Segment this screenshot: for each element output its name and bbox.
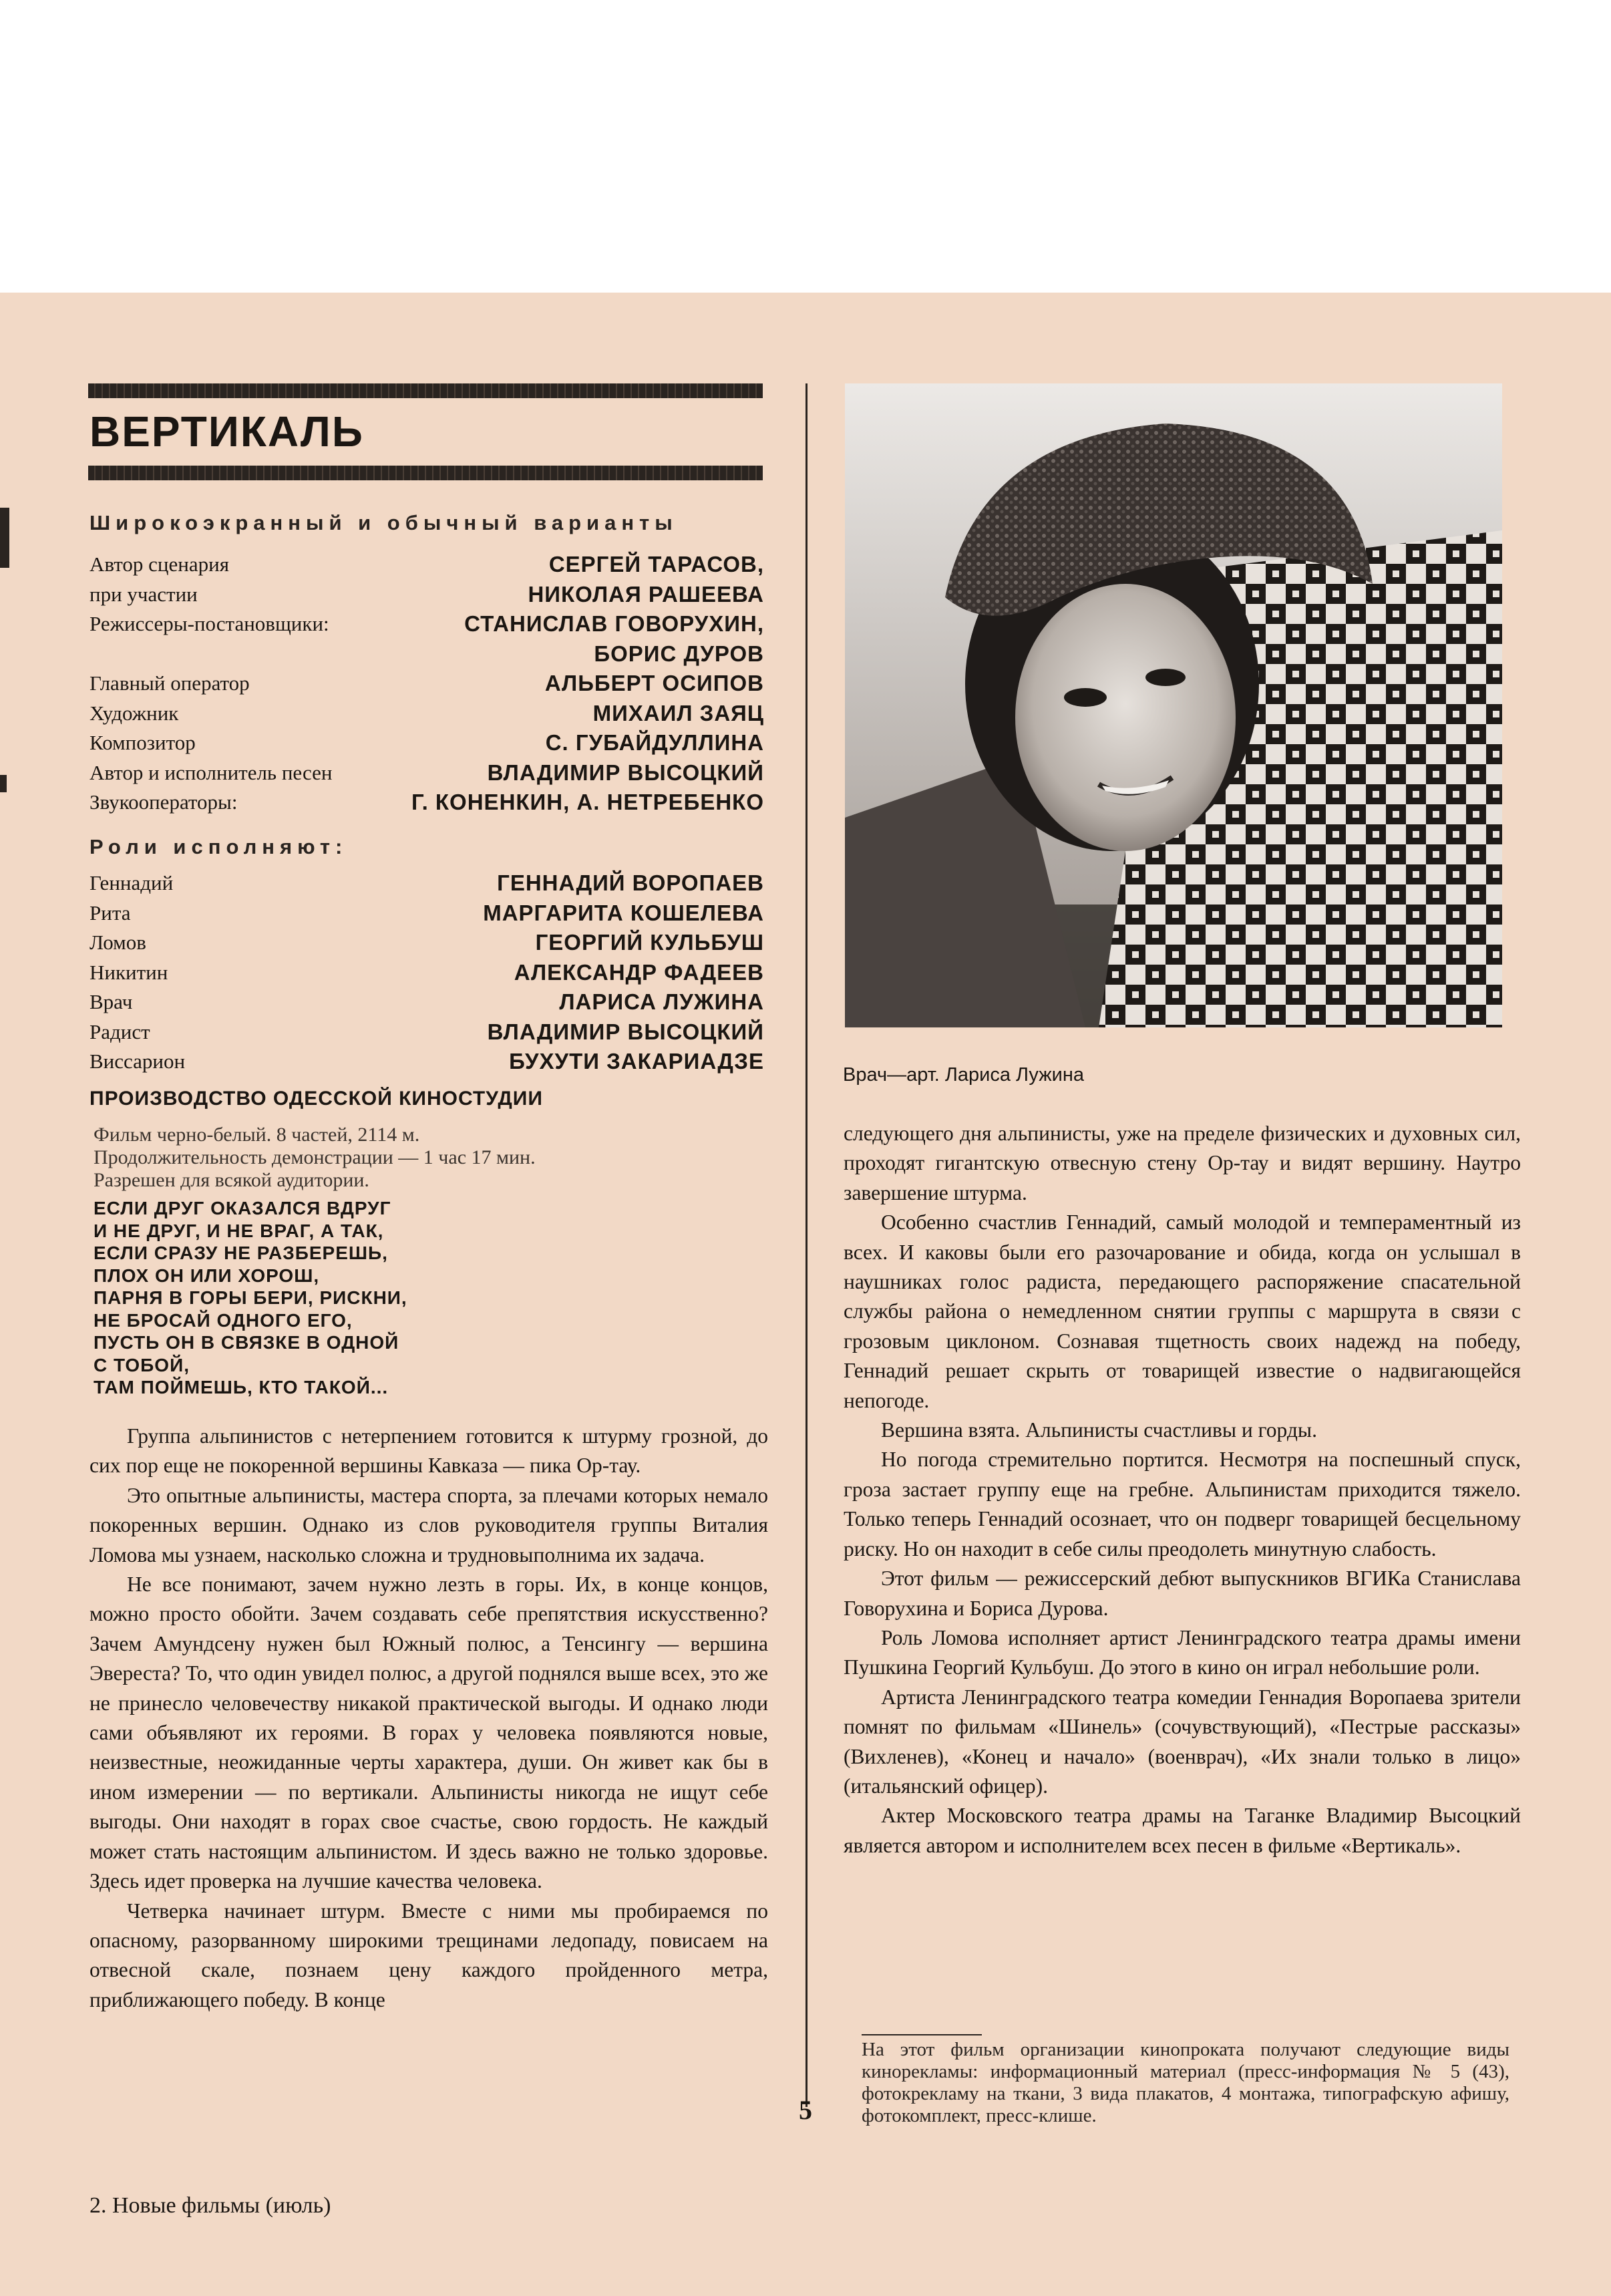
article-body-right	[844, 1119, 1521, 1860]
film-info	[94, 1124, 536, 1192]
cast-role: Рита	[90, 900, 131, 925]
cast-role: Радист	[90, 1019, 150, 1043]
cast-row	[90, 1017, 764, 1047]
cast-name: ГЕННАДИЙ ВОРОПАЕВ	[497, 870, 764, 896]
credits-role: Звукооператоры:	[90, 790, 238, 814]
article-paragraph: Вершина взята. Альпинисты счастливы и горды.	[881, 1418, 1317, 1442]
credits-row	[90, 580, 764, 610]
credits-role: Композитор	[90, 731, 196, 755]
credits-name: БОРИС ДУРОВ	[594, 641, 764, 666]
article-paragraph: Не все понимают, зачем нужно лезть в горы. Их, в конце концов, можно просто обойти. Зачем создавать себе препятствия искусственно? Зачем Амундсену нужен был Южный полюс, а Тенсингу — вершина Эвереста? То, что один увидел полюс, а другой поднялся выше всех, это же не принесло человечеству никакой практической выгоды. И однако люди сами объявляют их героями. В горах у человека появляются новые, неизвестные, неожиданные черты характера, души. Он живет как бы в ином измерении — по вертикали. Альпинисты никогда не ищут себе выгоды. Они находят в горах свое счастье, свою гордость. Не каждый может стать настоящим альпинистом. И здесь важно не только здоровье. Здесь идет проверка на лучшие качества человека.	[90, 1573, 768, 1893]
credits-row	[90, 758, 764, 788]
credits-name: СТАНИСЛАВ ГОВОРУХИН,	[464, 611, 764, 637]
cast-name: АЛЕКСАНДР ФАДЕЕВ	[514, 959, 764, 985]
article-paragraph: Четверка начинает штурм. Вместе с ними мы пробираемся по опасному, разорванному широкими трещинами ледопаду, повисаем на отвесной скале, познаем цену каждого пройденного метра, приближающего победу. В конце	[90, 1899, 768, 2011]
cast-name: МАРГАРИТА КОШЕЛЕВА	[483, 900, 764, 925]
cast-role: Врач	[90, 990, 133, 1014]
credits-list	[90, 550, 764, 818]
article-paragraph: следующего дня альпинисты, уже на пределе физических и духовных сил, проходят гигантскую отвесную стену Ор-тау и видят вершину. Наутро завершение штурма.	[844, 1122, 1521, 1204]
cast-row	[90, 1047, 764, 1077]
footnote: На этот фильм организации кинопроката получают следующие виды кинорекламы: информационный материал (пресс-информация № 5 (43), фотокрекламу на ткани, 3 вида плакатов, 4 монтажа, типографскую афишу, фотокомплект, пресс-клише.	[862, 2039, 1509, 2126]
cast-list	[90, 868, 764, 1077]
article-paragraph: Группа альпинистов с нетерпением готовится к штурму грозной, до сих пор еще не покоренной вершины Кавказа — пика Ор-тау.	[90, 1424, 768, 1478]
credits-row	[90, 788, 764, 818]
article-paragraph: Это опытные альпинисты, мастера спорта, за плечами которых немало покоренных вершин. Однако из слов руководителя группы Виталия Ломова мы узнаем, насколько сложна и трудновыполнима их задача.	[90, 1483, 768, 1567]
article-paragraph: Артиста Ленинградского театра комедии Геннадия Воропаева зрители помнят по фильмам «Шинель» (сочувствующий), «Пестрые рассказы» (Вихленев), «Конец и начало» (военврач), «Их знали только в лицо» (итальянский офицер).	[844, 1685, 1521, 1798]
cast-row	[90, 868, 764, 898]
credits-row	[90, 669, 764, 699]
credits-row	[90, 639, 764, 669]
binding-edge	[0, 508, 9, 568]
cast-name: ГЕОРГИЙ КУЛЬБУШ	[535, 930, 764, 955]
credits-name: СЕРГЕЙ ТАРАСОВ,	[548, 552, 764, 577]
credits-row	[90, 550, 764, 580]
cast-row	[90, 987, 764, 1017]
lyrics-line: ПАРНЯ В ГОРЫ БЕРИ, РИСКНИ,	[94, 1287, 407, 1308]
title-top-rule	[88, 383, 763, 398]
cast-name: ЛАРИСА ЛУЖИНА	[559, 989, 764, 1015]
credits-name: Г. КОНЕНКИН, А. НЕТРЕБЕНКО	[411, 790, 764, 815]
credits-role: Автор сценария	[90, 552, 229, 577]
credits-row	[90, 728, 764, 758]
lyrics-line: ПУСТЬ ОН В СВЯЗКЕ В ОДНОЙ	[94, 1332, 399, 1353]
cast-role: Виссарион	[90, 1049, 186, 1074]
article-body-left	[90, 1422, 768, 2015]
production-studio: ПРОИЗВОДСТВО ОДЕССКОЙ КИНОСТУДИИ	[90, 1088, 543, 1110]
title-bottom-rule	[88, 466, 763, 480]
article-paragraph: Этот фильм — режиссерский дебют выпускников ВГИКа Станислава Говорухина и Бориса Дурова.	[844, 1567, 1521, 1620]
credits-role: при участии	[90, 582, 198, 606]
article-paragraph: Но погода стремительно портится. Несмотря на поспешный спуск, гроза застает группу еще на гребне. Альпинистам приходится тяжело. Только теперь Геннадий осознает, что он подверг товарищей бесцельному риску. Но он находит в себе силы преодолеть минутную слабость.	[844, 1448, 1521, 1561]
film-info-line: Продолжительность демонстрации — 1 час 17 мин.	[94, 1146, 536, 1168]
lyrics-line: НЕ БРОСАЙ ОДНОГО ЕГО,	[94, 1309, 353, 1331]
credits-role: Художник	[90, 701, 179, 725]
page-number: 5	[799, 2095, 812, 2125]
page-footer: 2. Новые фильмы (июль)	[90, 2193, 331, 2218]
credits-row	[90, 609, 764, 639]
film-info-line: Разрешен для всякой аудитории.	[94, 1169, 369, 1191]
credits-name: МИХАИЛ ЗАЯЦ	[592, 700, 764, 725]
page-title: ВЕРТИКАЛЬ	[90, 407, 364, 456]
cast-row	[90, 928, 764, 958]
credits-name: АЛЬБЕРТ ОСИПОВ	[544, 671, 764, 696]
film-info-line: Фильм черно-белый. 8 частей, 2114 м.	[94, 1124, 420, 1146]
cast-role: Ломов	[90, 931, 146, 955]
article-paragraph: Роль Ломова исполняет артист Ленинградского театра драмы имени Пушкина Георгий Кульбуш. До этого в кино он играл небольшие роли.	[844, 1625, 1521, 1679]
column-divider	[806, 383, 808, 2107]
song-lyrics	[94, 1197, 407, 1399]
lyrics-line: ТАМ ПОЙМЕШЬ, КТО ТАКОЙ...	[94, 1377, 389, 1398]
credits-role: Главный оператор	[90, 671, 250, 695]
cast-subhead: Роли исполняют:	[90, 835, 348, 858]
cast-name: БУХУТИ ЗАКАРИАДЗЕ	[509, 1049, 764, 1074]
lyrics-line: С ТОБОЙ,	[94, 1354, 190, 1375]
cast-role: Никитин	[90, 960, 168, 984]
article-paragraph: Актер Московского театра драмы на Таганке Владимир Высоцкий является автором и исполнителем всех песен в фильме «Вертикаль».	[844, 1804, 1521, 1857]
credits-subhead: Широкоэкранный и обычный варианты	[90, 511, 678, 534]
credits-role: Автор и исполнитель песен	[90, 760, 333, 784]
cast-role: Геннадий	[90, 871, 174, 895]
lyrics-line: ПЛОХ ОН ИЛИ ХОРОШ,	[94, 1265, 320, 1286]
photo-caption: Врач—арт. Лариса Лужина	[843, 1064, 1084, 1086]
lyrics-line: ЕСЛИ ДРУГ ОКАЗАЛСЯ ВДРУГ	[94, 1198, 391, 1218]
lyrics-line: ЕСЛИ СРАЗУ НЕ РАЗБЕРЕШЬ,	[94, 1243, 388, 1263]
credits-name: С. ГУБАЙДУЛЛИНА	[545, 730, 764, 756]
binding-mark	[0, 775, 7, 792]
credits-name: ВЛАДИМИР ВЫСОЦКИЙ	[487, 760, 764, 785]
credits-row	[90, 699, 764, 729]
actress-photo	[845, 383, 1502, 1027]
footnote-rule	[862, 2034, 982, 2035]
article-paragraph: Особенно счастлив Геннадий, самый молодой и темпераментный из всех. И каковы были его разочарование и обида, когда он услышал в наушниках голос радиста, передающего распоряжение спасательной службы района о немедленном снятии группы с маршрута в связи с грозовым циклоном. Сознавая тщетность своих надежд на победу, Геннадий решает скрыть от товарищей известие о надвигающейся непогоде.	[844, 1210, 1521, 1412]
cast-row	[90, 898, 764, 929]
cast-row	[90, 958, 764, 988]
lyrics-line: И НЕ ДРУГ, И НЕ ВРАГ, А ТАК,	[94, 1220, 384, 1241]
credits-role: Режиссеры-постановщики:	[90, 612, 329, 636]
credits-name: НИКОЛАЯ РАШЕЕВА	[528, 581, 764, 607]
cast-name: ВЛАДИМИР ВЫСОЦКИЙ	[487, 1019, 764, 1044]
